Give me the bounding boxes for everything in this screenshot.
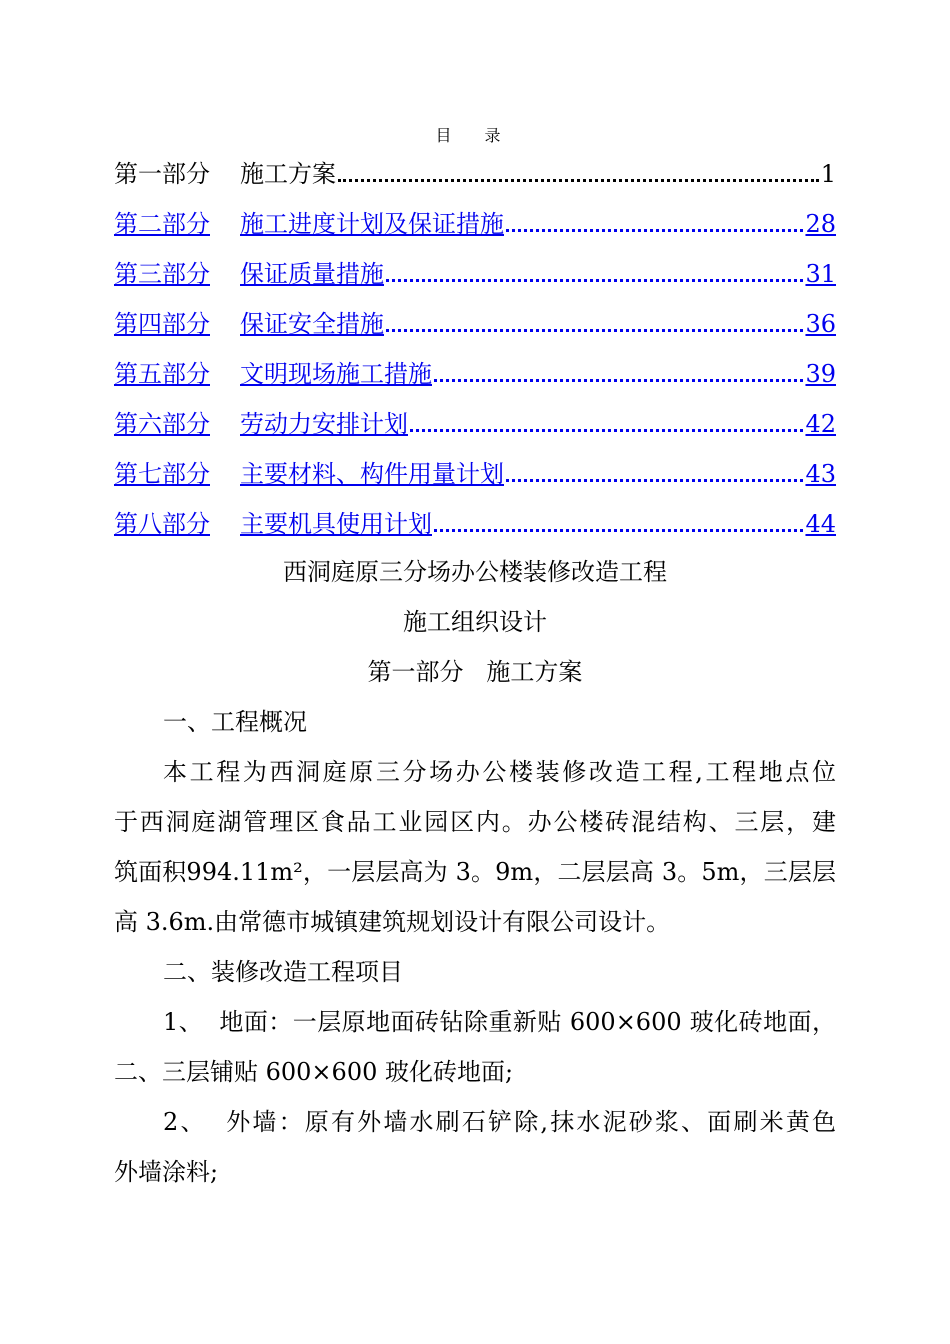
toc-entry-topic: 主要机具使用计划 <box>240 510 432 538</box>
toc-entry-page: 1 <box>820 160 836 188</box>
item-exterior-wall-line: 2、 外墙：原有外墙水刷石铲除,抹水泥砂浆、面刷米黄色 <box>163 1108 836 1136</box>
toc-entry-part: 第一部分 <box>114 160 210 188</box>
toc-leader-dots <box>434 509 803 539</box>
toc-entry-topic: 施工进度计划及保证措施 <box>240 210 504 238</box>
toc-leader-dots <box>434 359 803 389</box>
toc-leader-dots <box>386 309 803 339</box>
toc-entry-page: 44 <box>805 510 836 538</box>
toc-entry-6[interactable] <box>114 405 836 439</box>
toc-entry-4[interactable] <box>114 305 836 339</box>
toc-leader-dots <box>506 459 803 489</box>
toc-entry-topic: 文明现场施工措施 <box>240 360 432 388</box>
toc-entry-topic: 保证质量措施 <box>240 260 384 288</box>
toc-entry-8[interactable] <box>114 505 836 539</box>
section-heading-items: 二、装修改造工程项目 <box>163 958 403 986</box>
toc-entry-topic: 施工方案 <box>240 160 336 188</box>
overview-line: 于西洞庭湖管理区食品工业园区内。办公楼砖混结构、三层，建 <box>114 808 836 836</box>
overview-line: 高 3.6m.由常德市城镇建筑规划设计有限公司设计。 <box>114 908 671 936</box>
toc-entry-topic: 保证安全措施 <box>240 310 384 338</box>
overview-line: 本工程为西洞庭原三分场办公楼装修改造工程,工程地点位 <box>163 758 836 786</box>
section-heading-overview: 一、工程概况 <box>163 708 307 736</box>
toc-entry-part: 第七部分 <box>114 460 210 488</box>
toc-entry-part: 第六部分 <box>114 410 210 438</box>
toc-entry-part: 第五部分 <box>114 360 210 388</box>
toc-entry-page: 43 <box>805 460 836 488</box>
item-exterior-wall-line: 外墙涂料; <box>114 1158 219 1186</box>
toc-leader-dots <box>506 209 803 239</box>
overview-line: 筑面积994.11m²，一层层高为 3。9m，二层层高 3。5m，三层层 <box>114 858 836 886</box>
toc-entry-page: 28 <box>805 210 836 238</box>
toc-entry-part: 第三部分 <box>114 260 210 288</box>
toc-entry-part: 第八部分 <box>114 510 210 538</box>
toc-entry-page: 31 <box>805 260 836 288</box>
toc-entry-page: 42 <box>805 410 836 438</box>
toc-leader-dots <box>386 259 803 289</box>
toc-entry-2[interactable] <box>114 205 836 239</box>
item-floor-line: 二、三层铺贴 600×600 玻化砖地面; <box>114 1058 514 1086</box>
toc-entry-part: 第四部分 <box>114 310 210 338</box>
toc-entry-page: 36 <box>805 310 836 338</box>
part-heading: 第一部分 施工方案 <box>367 658 583 686</box>
toc-entry-part: 第二部分 <box>114 210 210 238</box>
toc-entry-1[interactable] <box>114 155 836 189</box>
project-title: 西洞庭原三分场办公楼装修改造工程 <box>283 558 667 586</box>
item-floor-line: 1、 地面：一层原地面砖钻除重新贴 600×600 玻化砖地面， <box>163 1008 836 1036</box>
toc-entry-page: 39 <box>805 360 836 388</box>
toc-entry-topic: 主要材料、构件用量计划 <box>240 460 504 488</box>
toc-entry-topic: 劳动力安排计划 <box>240 410 408 438</box>
toc-leader-dots <box>410 409 803 439</box>
toc-entry-5[interactable] <box>114 355 836 389</box>
toc-title: 目 录 <box>435 126 515 145</box>
toc-leader-dots <box>338 159 819 189</box>
document-title: 施工组织设计 <box>403 608 547 636</box>
toc-entry-3[interactable] <box>114 255 836 289</box>
toc-entry-7[interactable] <box>114 455 836 489</box>
